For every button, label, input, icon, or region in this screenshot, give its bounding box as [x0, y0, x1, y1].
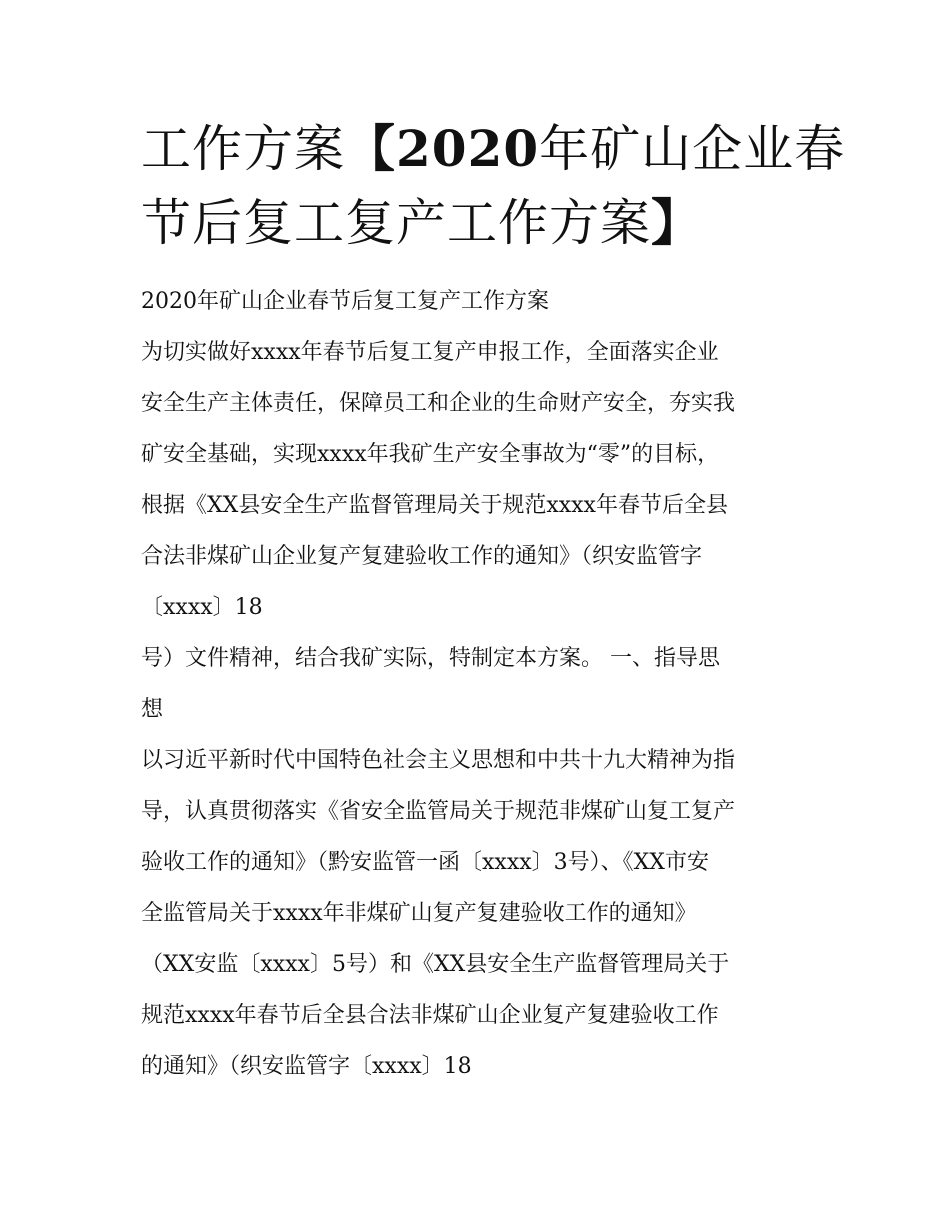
body-line: 矿安全基础，实现xxxx年我矿生产安全事故为“零”的目标，: [141, 442, 720, 467]
body-line: （XX安监〔xxxx〕5号）和《XX县安全生产监督管理局关于: [141, 952, 730, 977]
body-line: 全监管局关于xxxx年非煤矿山复产复建验收工作的通知》: [141, 901, 697, 926]
body-line: 规范xxxx年春节后全县合法非煤矿山企业复产复建验收工作: [141, 1003, 719, 1028]
body-line: 〔xxxx〕18: [141, 595, 263, 620]
title-line: [141, 112, 846, 186]
body-line: 以习近平新时代中国特色社会主义思想和中共十九大精神为指: [141, 748, 736, 773]
title-line: [141, 186, 831, 260]
body-line: 合法非煤矿山企业复产复建验收工作的通知》（织安监管字: [141, 544, 703, 569]
title-text: 年矿山企业春: [539, 120, 846, 178]
title-text-bold: 】: [651, 193, 702, 252]
body-line: 为切实做好xxxx年春节后复工复产申报工作，全面落实企业: [141, 340, 719, 365]
title-text: 工作方案: [141, 120, 345, 178]
body-subtitle: 2020年矿山企业春节后复工复产工作方案: [141, 289, 549, 314]
body-line: 验收工作的通知》（黔安监管一函〔xxxx〕3号）、《XX市安: [141, 850, 709, 875]
document-title: [141, 112, 846, 260]
body-line: 号）文件精神，结合我矿实际，特制定本方案。 一、指导思: [141, 646, 720, 671]
body-line: 想: [141, 697, 164, 722]
title-text-bold: 【2020: [345, 119, 540, 178]
body-line: 安全生产主体责任，保障员工和企业的生命财产安全，夯实我: [141, 391, 736, 416]
body-line: 导，认真贯彻落实《省安全监管局关于规范非煤矿山复工复产: [141, 799, 736, 824]
title-text: 节后复工复产工作方案: [141, 194, 651, 252]
body-line: 的通知》（织安监管字〔xxxx〕18: [141, 1054, 472, 1079]
body-line: 根据《XX县安全生产监督管理局关于规范xxxx年春节后全县: [141, 493, 728, 518]
document-body: [141, 282, 831, 1098]
